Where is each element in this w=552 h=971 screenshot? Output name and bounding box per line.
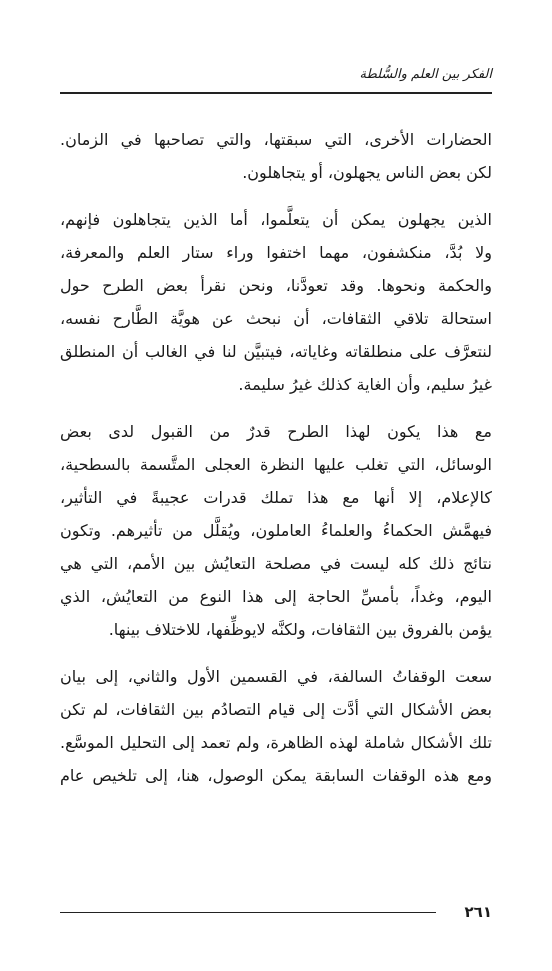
text-line: اليوم، وغداً، بأمسِّ الحاجة إلى هذا النوع من التعايُش، الذي: [60, 587, 492, 606]
page-footer: [60, 902, 492, 922]
text-line: بعض الأشكال التي أدَّت إلى قيام التصادُم بين الثقافات، لم تكن: [60, 700, 492, 719]
text-line: فيهمَّش الحكماءُ والعلماءُ العاملون، ويُقلَّل من تأثيرهم. وتكون: [60, 521, 492, 540]
text-line: ولا بُدَّ، منكشفون، مهما اختفوا وراء ستار العلم والمعرفة،: [60, 243, 492, 262]
text-line: والحكمة ونحوها. وقد تعودَّنا، ونحن نقرأ بعض الطرح حول: [60, 276, 492, 295]
paragraph: [60, 415, 492, 646]
text-line: استحالة تلاقي الثقافات، أن نبحث عن هويَّة الطَّارح نفسه،: [60, 309, 492, 328]
header-divider: [60, 92, 492, 94]
running-header-title: الفكر بين العلم والسُّلطة: [359, 67, 492, 82]
text-line: ومع هذه الوقفات السابقة يمكن الوصول، هنا، إلى تلخيص عام: [60, 766, 492, 785]
text-line: الحضارات الأخرى، التي سبقتها، والتي تصاحبها في الزمان.: [60, 130, 492, 149]
page-number: ٢٦١: [464, 903, 492, 921]
running-header: [60, 66, 492, 98]
text-line: نتائج ذلك كله ليست في مصلحة التعايُش بين الأمم، التي هي: [60, 554, 492, 573]
text-line: لكن بعض الناس يجهلون، أو يتجاهلون.: [242, 163, 492, 182]
text-line: كالإعلام، إلا أنها مع هذا تملك قدرات عجيبةً في التأثير،: [60, 488, 492, 507]
text-line: يؤمن بالفروق بين الثقافات، ولكنَّه لايوظِّفها، للاختلاف بينها.: [108, 620, 492, 639]
footer-divider: [60, 912, 436, 913]
text-line: سعت الوقفاتُ السالفة، في القسمين الأول والثاني، إلى بيان: [60, 667, 492, 686]
text-line: الذين يجهلون يمكن أن يتعلَّموا، أما الذين يتجاهلون فإنهم،: [60, 210, 492, 229]
text-line: الوسائل، التي تغلب عليها النظرة العجلى المتَّسمة بالسطحية،: [60, 455, 492, 474]
body-text: [60, 123, 492, 806]
paragraph: [60, 123, 492, 189]
paragraph: [60, 203, 492, 401]
text-line: تلك الأشكال شاملة لهذه الظاهرة، ولم تعمد إلى التحليل الموسَّع.: [60, 733, 492, 752]
text-line: غيرُ سليم، وأن الغاية كذلك غيرُ سليمة.: [238, 375, 492, 394]
text-line: لنتعرَّف على منطلقاته وغاياته، فيتبيَّن لنا في الغالب أن المنطلق: [60, 342, 492, 361]
paragraph: [60, 660, 492, 792]
text-line: مع هذا يكون لهذا الطرح قدرٌ من القبول لدى بعض: [60, 422, 492, 441]
